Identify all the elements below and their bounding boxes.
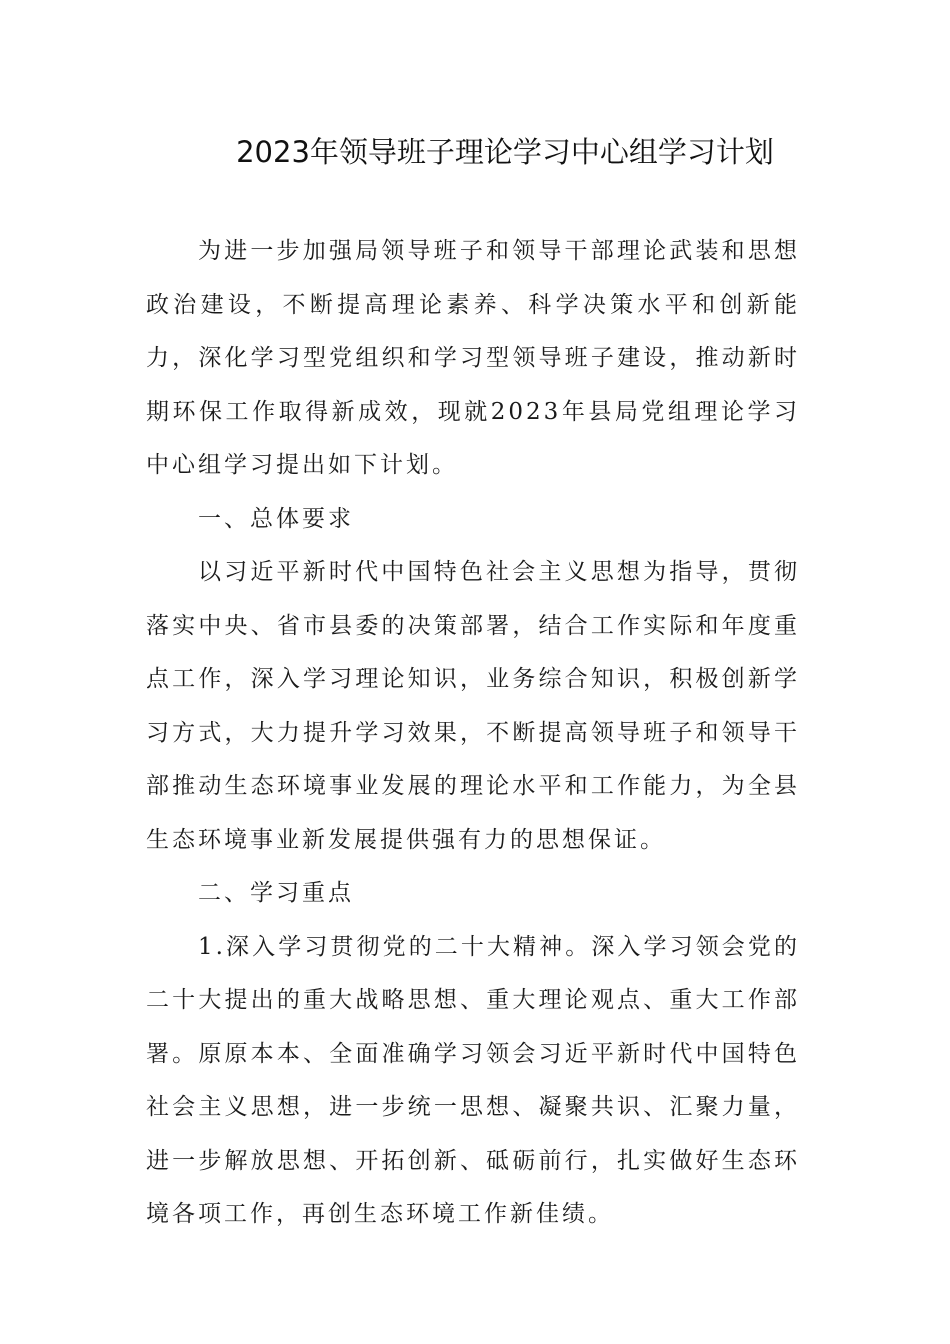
paragraph-intro: 为进一步加强局领导班子和领导干部理论武装和思想政治建设，不断提高理论素养、科学决策水平和创新能力，深化学习型党组织和学习型领导班子建设，推动新时期环保工作取得新成效，现就2023年县局党组理论学习中心组学习提出如下计划。 [146,238,800,478]
section-heading-study-focus: 二、学习重点 [198,880,354,906]
paragraph-general-requirements: 以习近平新时代中国特色社会主义思想为指导，贯彻落实中央、省市县委的决策部署，结合工作实际和年度重点工作，深入学习理论知识，业务综合知识，积极创新学习方式，大力提升学习效果，不断提高领导班子和领导干部推动生态环境事业发展的理论水平和工作能力，为全县生态环境事业新发展提供强有力的思想保证。 [146,559,800,853]
document-body [146,225,800,1242]
section-heading-general-requirements: 一、总体要求 [198,505,354,532]
paragraph-study-focus-item-1: 1.深入学习贯彻党的二十大精神。深入学习领会党的二十大提出的重大战略思想、重大理论观点、重大工作部署。原原本本、全面准确学习领会习近平新时代中国特色社会主义思想，进一步统一思想、凝聚共识、汇聚力量，进一步解放思想、开拓创新、砥砺前行，扎实做好生态环境各项工作，再创生态环境工作新佳绩。 [146,933,800,1227]
document-title: 2023年领导班子理论学习中心组学习计划 [236,135,774,169]
